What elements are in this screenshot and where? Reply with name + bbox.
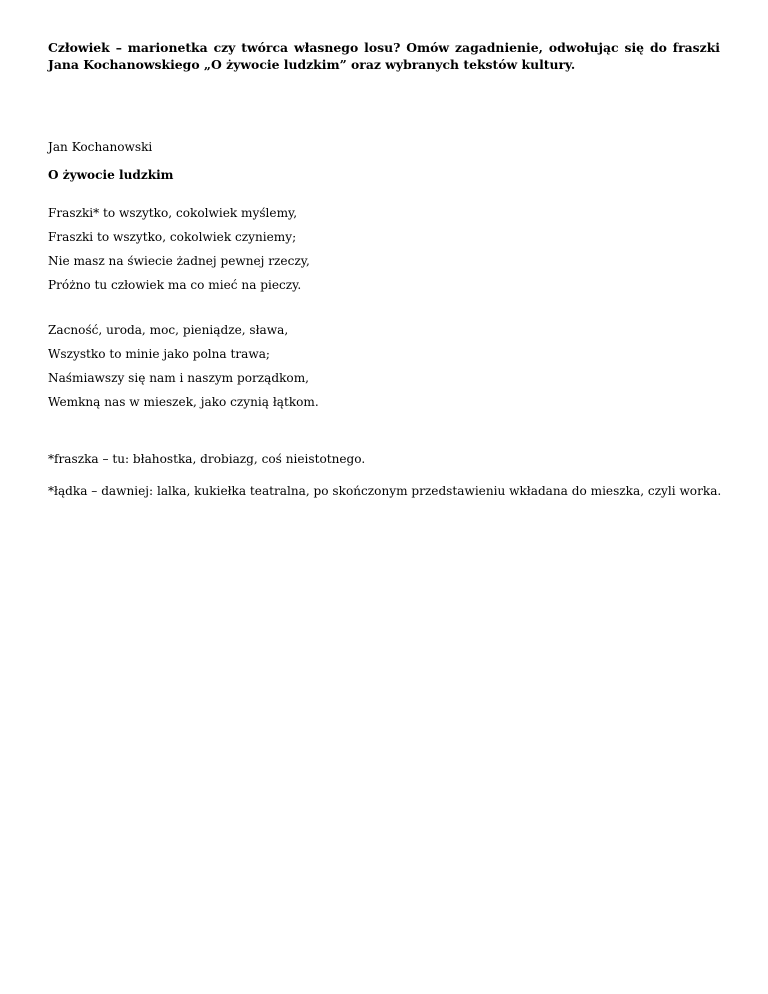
- poem-verse: Naśmiawszy się nam i naszym porządkom,: [48, 371, 310, 385]
- document-page: [48, 39, 720, 515]
- poem-verse: Wszystko to minie jako polna trawa;: [48, 347, 270, 361]
- poem-verse: Fraszki to wszytko, cokolwiek czyniemy;: [48, 230, 297, 244]
- poem-stanza-2: [48, 322, 720, 410]
- poem-verse: Fraszki* to wszytko, cokolwiek myślemy,: [48, 206, 298, 220]
- poem-verse: Zacność, uroda, moc, pieniądze, sława,: [48, 323, 289, 337]
- task-prompt: Człowiek – marionetka czy twórca własnego losu? Omów zagadnienie, odwołując się do fraszki Jana Kochanowskiego „O żywocie ludzkim” oraz wybranych tekstów kultury.: [48, 40, 720, 72]
- poem-verse: Próżno tu człowiek ma co mieć na pieczy.: [48, 278, 302, 292]
- footnotes: [48, 451, 720, 499]
- footnote-ladka: *łądka – dawniej: lalka, kukiełka teatralna, po skończonym przedstawieniu wkładana do mieszka, czyli worka.: [48, 484, 722, 498]
- poem-verse: Nie masz na świecie żadnej pewnej rzeczy,: [48, 254, 310, 268]
- poem-author: Jan Kochanowski: [48, 140, 153, 154]
- poem-stanza-1: [48, 205, 720, 293]
- poem-title: O żywocie ludzkim: [48, 168, 174, 182]
- poem-verse: Wemkną nas w mieszek, jako czynią łątkom.: [48, 395, 319, 409]
- footnote-fraszka: *fraszka – tu: błahostka, drobiazg, coś nieistotnego.: [48, 452, 366, 466]
